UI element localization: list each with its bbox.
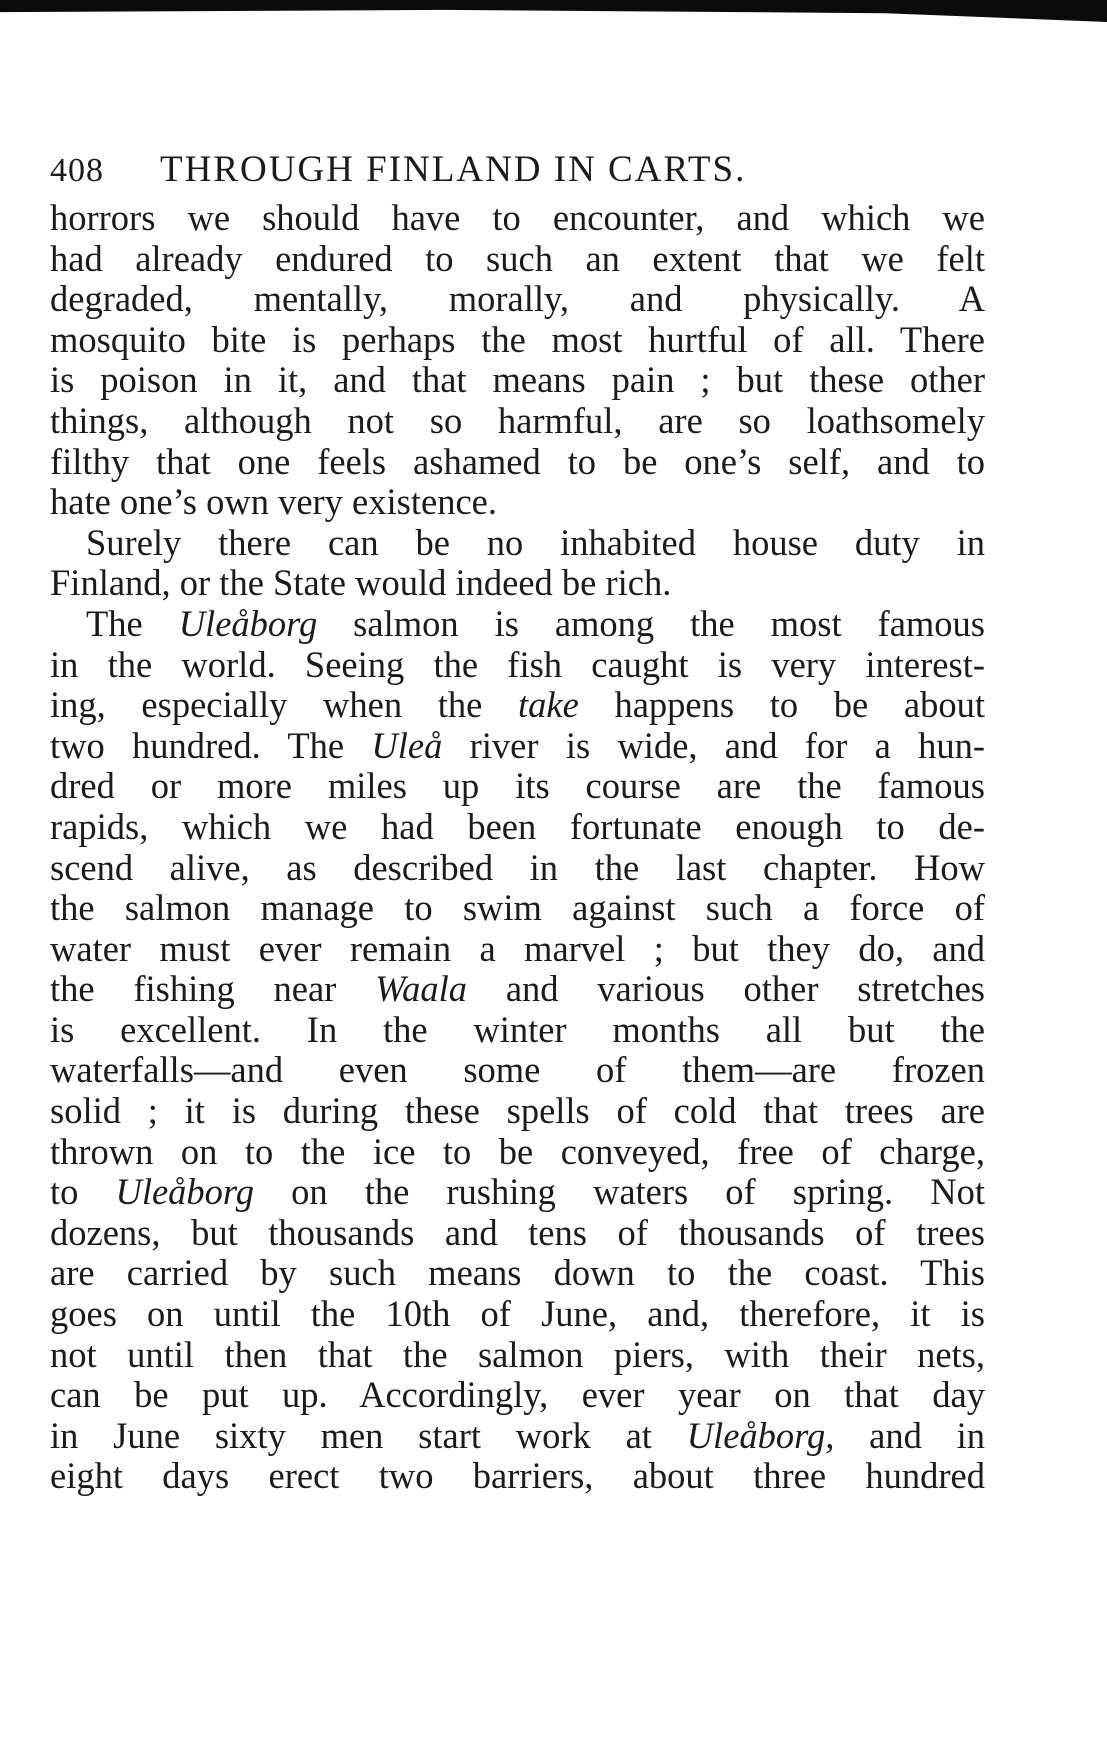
line-part: the fishing near: [50, 968, 376, 1010]
text-line: not until then that the salmon piers, with their nets,: [50, 1333, 985, 1375]
body-text: [50, 198, 985, 1497]
italic-place-name: Uleåborg: [178, 602, 318, 644]
line-part: The: [86, 602, 179, 644]
text-line: are carried by such means down to the coast. This: [50, 1252, 985, 1294]
line-part: on the rushing waters of spring. Not: [254, 1171, 985, 1213]
line-part: ing, especially when the: [50, 684, 518, 726]
italic-place-name: Uleå: [371, 724, 443, 766]
text-line: water must ever remain a marvel ; but they do, and: [50, 927, 985, 969]
text-line: scend alive, as described in the last chapter. How: [50, 846, 985, 888]
text-line: rapids, which we had been fortunate enough to de-: [50, 805, 985, 847]
text-line: can be put up. Accordingly, ever year on that day: [50, 1374, 985, 1416]
text-line: dred or more miles up its course are the famous: [50, 765, 985, 807]
line-part: two hundred. The: [50, 724, 372, 766]
text-line: [50, 1416, 985, 1457]
italic-place-name: Uleåborg: [115, 1171, 255, 1213]
text-line: [50, 726, 985, 767]
line-part: salmon is among the most famous: [317, 602, 985, 644]
line-part: to: [50, 1171, 116, 1213]
text-line: thrown on to the ice to be conveyed, free of charge,: [50, 1130, 985, 1172]
text-line: the salmon manage to swim against such a force of: [50, 887, 985, 929]
running-title: THROUGH FINLAND IN CARTS.: [160, 149, 747, 190]
italic-word: take: [518, 684, 579, 726]
line-part: and various other stretches: [467, 968, 985, 1010]
text-line: [50, 1172, 985, 1213]
text-line: Surely there can be no inhabited house duty in: [86, 521, 985, 563]
text-line: dozens, but thousands and tens of thousands of trees: [50, 1211, 985, 1253]
text-line: horrors we should have to encounter, and which we: [50, 197, 985, 238]
text-line: Finland, or the State would indeed be rich.: [50, 562, 672, 604]
text-line: goes on until the 10th of June, and, therefore, it is: [50, 1293, 985, 1335]
italic-place-name: Waala: [375, 968, 468, 1010]
text-line: eight days erect two barriers, about three hundred: [50, 1455, 985, 1497]
text-line: hate one’s own very existence.: [50, 481, 497, 523]
text-line: [50, 604, 985, 645]
line-part: and in: [834, 1414, 985, 1456]
page-number: 408: [50, 152, 104, 189]
text-line: [50, 969, 985, 1010]
line-part: in June sixty men start work at: [50, 1414, 687, 1456]
text-line: is excellent. In the winter months all but the: [50, 1008, 985, 1050]
text-line: filthy that one feels ashamed to be one’s self, and to: [50, 440, 985, 482]
line-part: happens to be about: [578, 684, 985, 726]
italic-place-name: Uleåborg,: [686, 1414, 835, 1456]
line-part: river is wide, and for a hun-: [442, 724, 985, 766]
text-line: waterfalls—and even some of them—are frozen: [50, 1049, 985, 1091]
text-line: had already endured to such an extent that we felt: [50, 237, 985, 279]
text-line: solid ; it is during these spells of cold that trees are: [50, 1090, 985, 1132]
book-page: [50, 148, 985, 1497]
text-line: [50, 685, 985, 726]
text-line: mosquito bite is perhaps the most hurtful of all. There: [50, 318, 985, 360]
text-line: in the world. Seeing the fish caught is very interest-: [50, 643, 985, 685]
top-scan-border: [0, 0, 1107, 22]
running-head: [50, 148, 985, 194]
text-line: is poison in it, and that means pain ; but these other: [50, 359, 985, 401]
text-line: degraded, mentally, morally, and physically. A: [50, 278, 985, 320]
text-line: things, although not so harmful, are so loathsomely: [50, 399, 985, 441]
